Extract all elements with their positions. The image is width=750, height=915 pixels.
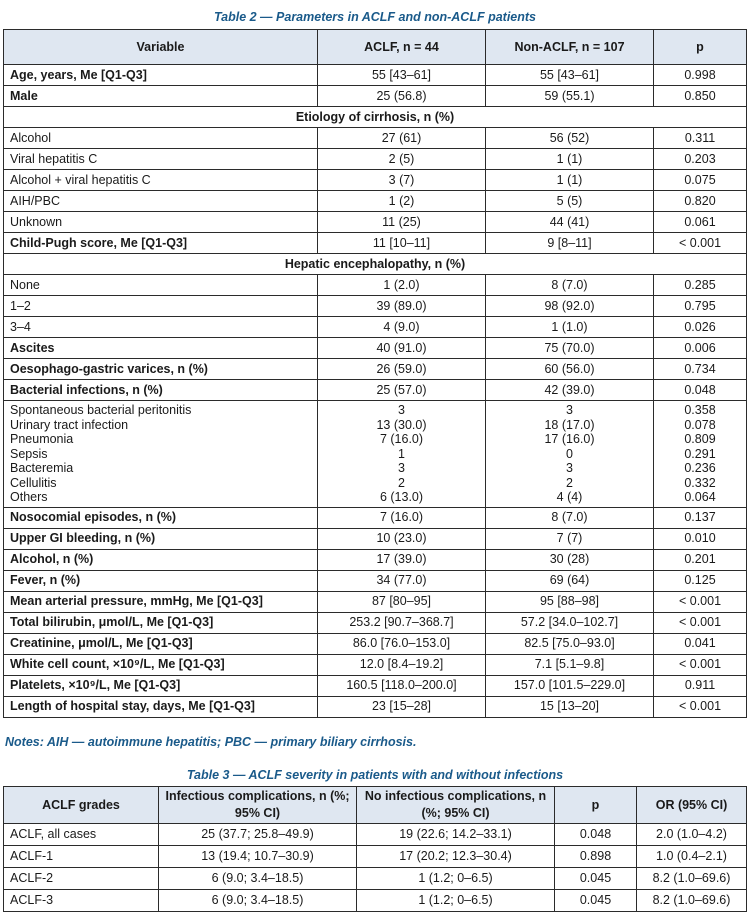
aclf-cell: 7 (16.0) [318, 507, 486, 528]
p-cell: 0.061 [654, 212, 747, 233]
p-cell: 0.850 [654, 86, 747, 107]
header-aclf: ACLF, n = 44 [318, 30, 486, 65]
aclf-cell: 23 [15–28] [318, 696, 486, 717]
p-cell: 0.285 [654, 275, 747, 296]
aclf-grade-cell: ACLF-1 [4, 846, 159, 868]
header-or: OR (95% CI) [637, 787, 747, 824]
aclf-cell: 1 (2) [318, 191, 486, 212]
p-cell: < 0.001 [654, 696, 747, 717]
variable-cell: Alcohol + viral hepatitis C [4, 170, 318, 191]
no-infectious-cell: 17 (20.2; 12.3–30.4) [357, 846, 555, 868]
aclf-cell-line: 3 [398, 403, 405, 417]
variable-cell: Bacterial infections, n (%) [4, 380, 318, 401]
p-cell: 0.048 [555, 824, 637, 846]
table2-body [4, 65, 747, 718]
p-cell: 0.203 [654, 149, 747, 170]
table-row [4, 380, 747, 401]
variable-cell: Oesophago-gastric varices, n (%) [4, 359, 318, 380]
variable-cell-line: Bacteremia [10, 461, 74, 475]
p-cell-line: 0.358 [684, 403, 716, 417]
header-no-infectious: No infectious complications, n (%; 95% CI) [357, 787, 555, 824]
variable-cell-line: Pneumonia [10, 432, 74, 446]
aclf-cell: 25 (56.8) [318, 86, 486, 107]
table-row [4, 233, 747, 254]
aclf-cell: 55 [43–61] [318, 65, 486, 86]
non-aclf-cell-line: 4 (4) [556, 490, 583, 504]
infectious-cell: 13 (19.4; 10.7–30.9) [159, 846, 357, 868]
variable-cell: Fever, n (%) [4, 570, 318, 591]
p-cell [654, 401, 747, 508]
aclf-cell: 4 (9.0) [318, 317, 486, 338]
header-variable: Variable [4, 30, 318, 65]
aclf-grade-cell: ACLF-2 [4, 868, 159, 890]
variable-cell: Viral hepatitis C [4, 149, 318, 170]
aclf-cell-line: 7 (16.0) [379, 432, 424, 446]
table-row [4, 317, 747, 338]
variable-cell-line: Urinary tract infection [10, 417, 129, 432]
variable-cell: Length of hospital stay, days, Me [Q1-Q3] [4, 696, 318, 717]
table-row [4, 868, 747, 890]
non-aclf-cell: 42 (39.0) [486, 380, 654, 401]
p-cell: < 0.001 [654, 233, 747, 254]
aclf-cell: 160.5 [118.0–200.0] [318, 675, 486, 696]
table-row [4, 846, 747, 868]
table-row [4, 633, 747, 654]
non-aclf-cell: 59 (55.1) [486, 86, 654, 107]
non-aclf-cell-line: 0 [566, 446, 573, 461]
non-aclf-cell-line: 2 [566, 475, 573, 490]
infectious-cell: 25 (37.7; 25.8–49.9) [159, 824, 357, 846]
p-cell-line: 0.078 [684, 417, 716, 432]
p-cell: 0.075 [654, 170, 747, 191]
table3-caption: Table 3 — ACLF severity in patients with and without infections [186, 768, 564, 782]
variable-cell: Platelets, ×10⁹/L, Me [Q1-Q3] [4, 675, 318, 696]
or-cell: 8.2 (1.0–69.6) [637, 890, 747, 912]
table-row [4, 528, 747, 549]
table-row [4, 890, 747, 912]
non-aclf-cell: 1 (1.0) [486, 317, 654, 338]
or-cell: 1.0 (0.4–2.1) [637, 846, 747, 868]
table-row [4, 149, 747, 170]
variable-cell: Mean arterial pressure, mmHg, Me [Q1-Q3] [4, 591, 318, 612]
p-cell: < 0.001 [654, 654, 747, 675]
table-row [4, 612, 747, 633]
non-aclf-cell: 9 [8–11] [486, 233, 654, 254]
aclf-cell [318, 401, 486, 508]
aclf-cell-line: 6 (13.0) [379, 490, 424, 504]
non-aclf-cell: 69 (64) [486, 570, 654, 591]
aclf-cell: 34 (77.0) [318, 570, 486, 591]
no-infectious-cell: 1 (1.2; 0–6.5) [357, 890, 555, 912]
variable-cell: Alcohol [4, 128, 318, 149]
variable-cell: Male [4, 86, 318, 107]
p-cell: 0.048 [654, 380, 747, 401]
variable-cell-line: Spontaneous bacterial peritonitis [10, 403, 192, 417]
non-aclf-cell: 5 (5) [486, 191, 654, 212]
non-aclf-cell-line: 18 (17.0) [544, 417, 595, 432]
table-row [4, 654, 747, 675]
table-row [4, 359, 747, 380]
variable-cell: Creatinine, μmol/L, Me [Q1-Q3] [4, 633, 318, 654]
non-aclf-cell: 7.1 [5.1–9.8] [486, 654, 654, 675]
p-cell: 0.045 [555, 890, 637, 912]
non-aclf-cell: 7 (7) [486, 528, 654, 549]
p-cell: 0.045 [555, 868, 637, 890]
aclf-cell: 253.2 [90.7–368.7] [318, 612, 486, 633]
table-row [4, 570, 747, 591]
variable-cell: None [4, 275, 318, 296]
p-cell: 0.311 [654, 128, 747, 149]
table3 [3, 786, 747, 912]
non-aclf-cell [486, 401, 654, 508]
table-row [4, 675, 747, 696]
non-aclf-cell: 157.0 [101.5–229.0] [486, 675, 654, 696]
table-notes: Notes: AIH — autoimmune hepatitis; PBC — primary biliary cirrhosis. [5, 735, 417, 749]
table2 [3, 29, 747, 718]
non-aclf-cell: 8 (7.0) [486, 507, 654, 528]
variable-cell: 3–4 [4, 317, 318, 338]
header-infectious: Infectious complications, n (%; 95% CI) [159, 787, 357, 824]
p-cell: 0.026 [654, 317, 747, 338]
variable-cell: Upper GI bleeding, n (%) [4, 528, 318, 549]
non-aclf-cell: 82.5 [75.0–93.0] [486, 633, 654, 654]
aclf-cell: 2 (5) [318, 149, 486, 170]
aclf-cell-line: 1 [398, 446, 405, 461]
header-aclf-grades: ACLF grades [4, 787, 159, 824]
or-cell: 8.2 (1.0–69.6) [637, 868, 747, 890]
non-aclf-cell: 75 (70.0) [486, 338, 654, 359]
variable-cell [4, 401, 318, 508]
non-aclf-cell: 1 (1) [486, 149, 654, 170]
variable-cell-line: Sepsis [10, 446, 48, 461]
header-non-aclf: Non-ACLF, n = 107 [486, 30, 654, 65]
aclf-cell: 26 (59.0) [318, 359, 486, 380]
aclf-cell-line: 3 [398, 461, 405, 475]
p-cell: 0.734 [654, 359, 747, 380]
non-aclf-cell: 56 (52) [486, 128, 654, 149]
p-cell: 0.998 [654, 65, 747, 86]
table-row [4, 275, 747, 296]
table-row [4, 212, 747, 233]
infectious-cell: 6 (9.0; 3.4–18.5) [159, 868, 357, 890]
aclf-cell: 87 [80–95] [318, 591, 486, 612]
aclf-grade-cell: ACLF, all cases [4, 824, 159, 846]
variable-cell: Alcohol, n (%) [4, 549, 318, 570]
p-cell: < 0.001 [654, 591, 747, 612]
aclf-cell: 12.0 [8.4–19.2] [318, 654, 486, 675]
table2-header-row [4, 30, 747, 65]
or-cell: 2.0 (1.0–4.2) [637, 824, 747, 846]
non-aclf-cell-line: 3 [566, 403, 573, 417]
no-infectious-cell: 1 (1.2; 0–6.5) [357, 868, 555, 890]
section-label: Etiology of cirrhosis, n (%) [4, 107, 747, 128]
p-cell: 0.125 [654, 570, 747, 591]
variable-cell-line: Cellulitis [10, 475, 57, 490]
p-cell: 0.795 [654, 296, 747, 317]
non-aclf-cell: 8 (7.0) [486, 275, 654, 296]
aclf-cell: 40 (91.0) [318, 338, 486, 359]
table-row [4, 128, 747, 149]
table-row [4, 338, 747, 359]
p-cell-line: 0.236 [684, 461, 716, 475]
infectious-cell: 6 (9.0; 3.4–18.5) [159, 890, 357, 912]
p-cell: 0.006 [654, 338, 747, 359]
non-aclf-cell: 95 [88–98] [486, 591, 654, 612]
variable-cell: Child-Pugh score, Me [Q1-Q3] [4, 233, 318, 254]
p-cell-line: 0.291 [684, 446, 716, 461]
variable-cell: Total bilirubin, μmol/L, Me [Q1-Q3] [4, 612, 318, 633]
p-cell: 0.898 [555, 846, 637, 868]
variable-cell-line: Others [10, 490, 48, 504]
aclf-cell: 10 (23.0) [318, 528, 486, 549]
aclf-cell: 39 (89.0) [318, 296, 486, 317]
header-p: p [555, 787, 637, 824]
variable-cell: 1–2 [4, 296, 318, 317]
p-cell-line: 0.064 [684, 490, 716, 504]
aclf-cell-line: 2 [398, 475, 405, 490]
non-aclf-cell: 1 (1) [486, 170, 654, 191]
non-aclf-cell-line: 17 (16.0) [544, 432, 595, 446]
p-cell: 0.911 [654, 675, 747, 696]
p-cell-line: 0.332 [684, 475, 716, 490]
table-row [4, 824, 747, 846]
p-cell: 0.820 [654, 191, 747, 212]
aclf-cell: 27 (61) [318, 128, 486, 149]
table3-body [4, 824, 747, 912]
p-cell: 0.137 [654, 507, 747, 528]
non-aclf-cell: 57.2 [34.0–102.7] [486, 612, 654, 633]
p-cell: < 0.001 [654, 612, 747, 633]
aclf-cell-line: 13 (30.0) [376, 417, 427, 432]
table-row [4, 170, 747, 191]
header-p: p [654, 30, 747, 65]
no-infectious-cell: 19 (22.6; 14.2–33.1) [357, 824, 555, 846]
section-row [4, 254, 747, 275]
variable-cell: Ascites [4, 338, 318, 359]
section-label: Hepatic encephalopathy, n (%) [4, 254, 747, 275]
variable-cell: Unknown [4, 212, 318, 233]
p-cell: 0.010 [654, 528, 747, 549]
section-row [4, 107, 747, 128]
aclf-cell: 3 (7) [318, 170, 486, 191]
non-aclf-cell: 98 (92.0) [486, 296, 654, 317]
p-cell: 0.041 [654, 633, 747, 654]
non-aclf-cell: 60 (56.0) [486, 359, 654, 380]
aclf-cell: 86.0 [76.0–153.0] [318, 633, 486, 654]
aclf-cell: 17 (39.0) [318, 549, 486, 570]
non-aclf-cell: 44 (41) [486, 212, 654, 233]
table-row [4, 591, 747, 612]
table-row [4, 296, 747, 317]
non-aclf-cell: 55 [43–61] [486, 65, 654, 86]
table-row [4, 86, 747, 107]
table3-header-row [4, 787, 747, 824]
variable-cell: Nosocomial episodes, n (%) [4, 507, 318, 528]
table-row [4, 65, 747, 86]
table-row [4, 696, 747, 717]
non-aclf-cell: 15 [13–20] [486, 696, 654, 717]
aclf-cell: 1 (2.0) [318, 275, 486, 296]
aclf-grade-cell: ACLF-3 [4, 890, 159, 912]
p-cell-line: 0.809 [684, 432, 716, 446]
aclf-cell: 11 [10–11] [318, 233, 486, 254]
variable-cell: Age, years, Me [Q1-Q3] [4, 65, 318, 86]
non-aclf-cell-line: 3 [566, 461, 573, 475]
table-row [4, 191, 747, 212]
table2-caption: Table 2 — Parameters in ACLF and non-ACLF patients [213, 10, 537, 24]
variable-cell: White cell count, ×10⁹/L, Me [Q1-Q3] [4, 654, 318, 675]
table-row [4, 507, 747, 528]
variable-cell: AIH/PBC [4, 191, 318, 212]
p-cell: 0.201 [654, 549, 747, 570]
aclf-cell: 11 (25) [318, 212, 486, 233]
aclf-cell: 25 (57.0) [318, 380, 486, 401]
table-row [4, 549, 747, 570]
infection-types-row [4, 401, 747, 508]
non-aclf-cell: 30 (28) [486, 549, 654, 570]
